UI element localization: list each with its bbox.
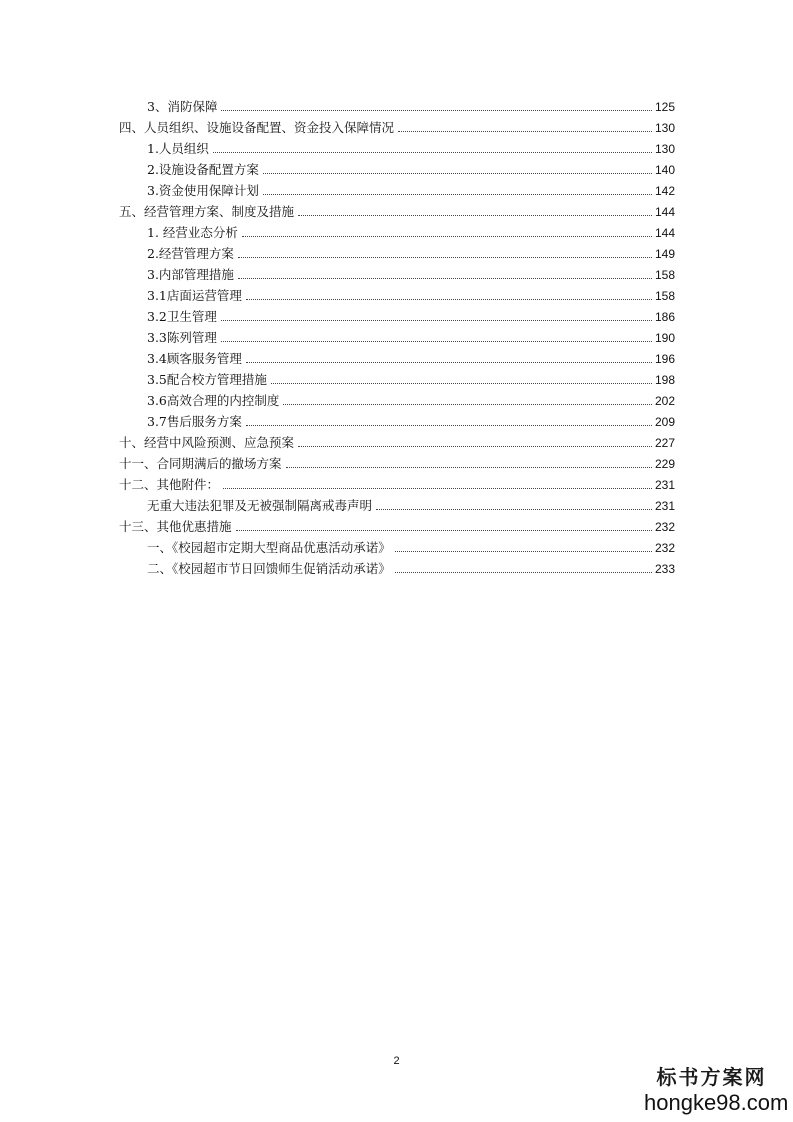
toc-entry-page: 144 <box>654 205 675 219</box>
toc-entry-title: 五、经营管理方案、制度及措施 <box>119 204 295 219</box>
toc-entry[interactable] <box>147 137 675 158</box>
toc-entry-page: 196 <box>654 352 675 366</box>
toc-entry-page: 209 <box>654 415 675 429</box>
toc-leader-dots <box>271 383 652 384</box>
toc-entry-title: 3.2卫生管理 <box>147 309 217 324</box>
toc-leader-dots <box>298 446 652 447</box>
toc-entry-page: 232 <box>654 541 675 555</box>
toc-leader-dots <box>242 236 652 237</box>
toc-entry-page: 231 <box>654 478 675 492</box>
toc-entry-title: 3.3陈列管理 <box>147 330 217 345</box>
toc-leader-dots <box>246 425 652 426</box>
toc-entry-page: 130 <box>654 121 675 135</box>
watermark-title: 标书方案网 <box>656 1065 767 1089</box>
watermark-url: hongke98.com <box>644 1090 789 1115</box>
toc-entry[interactable] <box>147 494 675 515</box>
toc-entry-title: 3.1店面运营管理 <box>147 288 242 303</box>
toc-leader-dots <box>395 551 652 552</box>
toc-entry-page: 130 <box>654 142 675 156</box>
toc-entry[interactable] <box>147 95 675 116</box>
toc-entry-page: 198 <box>654 373 675 387</box>
page-number: 2 <box>393 1055 400 1067</box>
toc-entry-page: 125 <box>654 100 675 114</box>
toc-entry[interactable] <box>147 557 675 578</box>
toc-entry-title: 3.7售后服务方案 <box>147 414 242 429</box>
toc-entry-title: 3.5配合校方管理措施 <box>147 372 267 387</box>
toc-entry-title: 一、《校园超市定期大型商品优惠活动承诺》 <box>147 540 391 555</box>
toc-leader-dots <box>263 194 652 195</box>
toc-entry[interactable] <box>147 221 675 242</box>
toc-leader-dots <box>246 299 652 300</box>
toc-entry-page: 231 <box>654 499 675 513</box>
toc-entry-page: 158 <box>654 289 675 303</box>
toc-leader-dots <box>236 530 652 531</box>
watermark-logo <box>644 1064 789 1116</box>
toc-entry-page: 190 <box>654 331 675 345</box>
toc-entry-title: 3.4顾客服务管理 <box>147 351 242 366</box>
toc-leader-dots <box>221 110 652 111</box>
toc-entry-title: 1.人员组织 <box>147 141 209 156</box>
toc-entry[interactable] <box>119 431 675 452</box>
toc-entry-page: 142 <box>654 184 675 198</box>
toc-entry-title: 无重大违法犯罪及无被强制隔离戒毒声明 <box>147 498 373 513</box>
toc-entry[interactable] <box>147 305 675 326</box>
toc-entry[interactable] <box>147 326 675 347</box>
toc-entry-page: 186 <box>654 310 675 324</box>
toc-entry-page: 229 <box>654 457 675 471</box>
toc-leader-dots <box>376 509 652 510</box>
toc-entry-title: 十一、合同期满后的撤场方案 <box>119 456 282 471</box>
toc-entry[interactable] <box>119 116 675 137</box>
toc-entry-title: 2.设施设备配置方案 <box>147 162 259 177</box>
toc-entry-title: 十三、其他优惠措施 <box>119 519 232 534</box>
toc-entry-page: 140 <box>654 163 675 177</box>
toc-leader-dots <box>283 404 652 405</box>
toc-entry[interactable] <box>147 179 675 200</box>
toc-leader-dots <box>213 152 652 153</box>
toc-entry-title: 3、消防保障 <box>147 99 218 114</box>
toc-leader-dots <box>221 320 652 321</box>
toc-entry[interactable] <box>147 347 675 368</box>
toc-entry-title: 四、人员组织、设施设备配置、资金投入保障情况 <box>119 120 395 135</box>
toc-entry-page: 144 <box>654 226 675 240</box>
toc-entry[interactable] <box>147 284 675 305</box>
toc-entry[interactable] <box>119 200 675 221</box>
toc-entry[interactable] <box>119 452 675 473</box>
toc-entry[interactable] <box>147 242 675 263</box>
toc-entry[interactable] <box>147 389 675 410</box>
toc-entry[interactable] <box>147 263 675 284</box>
toc-entry-page: 158 <box>654 268 675 282</box>
toc-leader-dots <box>238 278 652 279</box>
toc-entry[interactable] <box>147 410 675 431</box>
toc-entry[interactable] <box>147 158 675 179</box>
toc-entry[interactable] <box>119 473 675 494</box>
toc-leader-dots <box>238 257 652 258</box>
toc-leader-dots <box>398 131 652 132</box>
toc-entry-page: 233 <box>654 562 675 576</box>
toc-entry-title: 十、经营中风险预测、应急预案 <box>119 435 295 450</box>
toc-leader-dots <box>263 173 652 174</box>
toc-entry-title: 2.经营管理方案 <box>147 246 234 261</box>
toc-entry-title: 3.6高效合理的内控制度 <box>147 393 280 408</box>
toc-entry[interactable] <box>147 368 675 389</box>
toc-leader-dots <box>298 215 652 216</box>
toc-leader-dots <box>286 467 652 468</box>
toc-leader-dots <box>221 341 652 342</box>
toc-leader-dots <box>246 362 652 363</box>
toc-entry[interactable] <box>119 515 675 536</box>
toc-leader-dots <box>223 488 652 489</box>
toc-entry-title: 1. 经营业态分析 <box>147 225 238 240</box>
toc-entry[interactable] <box>147 536 675 557</box>
toc-entry-page: 149 <box>654 247 675 261</box>
toc-entry-page: 202 <box>654 394 675 408</box>
toc-leader-dots <box>395 572 652 573</box>
toc-entry-page: 232 <box>654 520 675 534</box>
toc-entry-title: 3.内部管理措施 <box>147 267 234 282</box>
toc-entry-page: 227 <box>654 436 675 450</box>
toc-entry-title: 3.资金使用保障计划 <box>147 183 259 198</box>
toc-entry-title: 十二、其他附件： <box>119 477 220 492</box>
toc-entry-title: 二、《校园超市节日回馈师生促销活动承诺》 <box>147 561 391 576</box>
